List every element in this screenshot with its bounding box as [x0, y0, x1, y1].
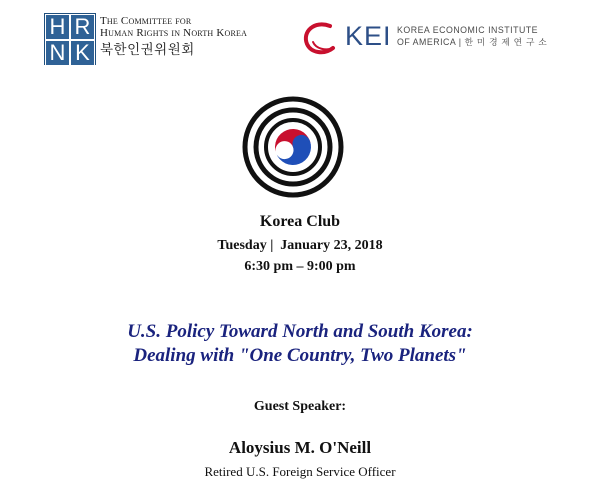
kei-acronym: KEI [345, 21, 392, 51]
kei-name-line1: KOREA ECONOMIC INSTITUTE [397, 25, 539, 35]
hrnk-wordmark [100, 15, 282, 59]
kei-name-line2 [397, 36, 547, 49]
hrnk-letter-k: K [70, 40, 95, 66]
hrnk-name-line2: Human Rights in North Korea [100, 27, 248, 39]
hrnk-letter-n: N [45, 40, 70, 66]
speaker-label: Guest Speaker: [253, 399, 347, 414]
speaker-role: Retired U.S. Foreign Service Officer [204, 464, 396, 479]
kei-swoosh-icon [300, 18, 346, 58]
hrnk-letter-grid [44, 13, 96, 65]
speaker-name: Aloysius M. O'Neill [228, 438, 372, 457]
taegeuk-emblem-icon [241, 95, 345, 199]
hrnk-korean-name: 북한인권위원회 [100, 42, 195, 58]
event-name: Korea Club [259, 213, 341, 230]
kei-name-subname: OF AMERICA [397, 37, 456, 47]
kei-korean-name: 한 미 경 제 연 구 소 [464, 38, 548, 48]
kei-full-name [397, 24, 547, 49]
hrnk-logo [44, 13, 280, 65]
hrnk-letter-r: R [70, 14, 95, 40]
kei-logo [300, 16, 560, 62]
hrnk-letter-h: H [45, 14, 70, 40]
hrnk-name-line1: The Committee for [100, 15, 192, 27]
talk-title-line1: U.S. Policy Toward North and South Korea: [127, 321, 473, 342]
event-details [0, 212, 600, 277]
kei-name-divider: | [458, 37, 462, 47]
talk-title-line2: Dealing with "One Country, Two Planets" [133, 345, 467, 366]
event-date: Tuesday | January 23, 2018 [217, 238, 383, 253]
event-time: 6:30 pm – 9:00 pm [244, 259, 356, 274]
talk-title [0, 320, 600, 368]
